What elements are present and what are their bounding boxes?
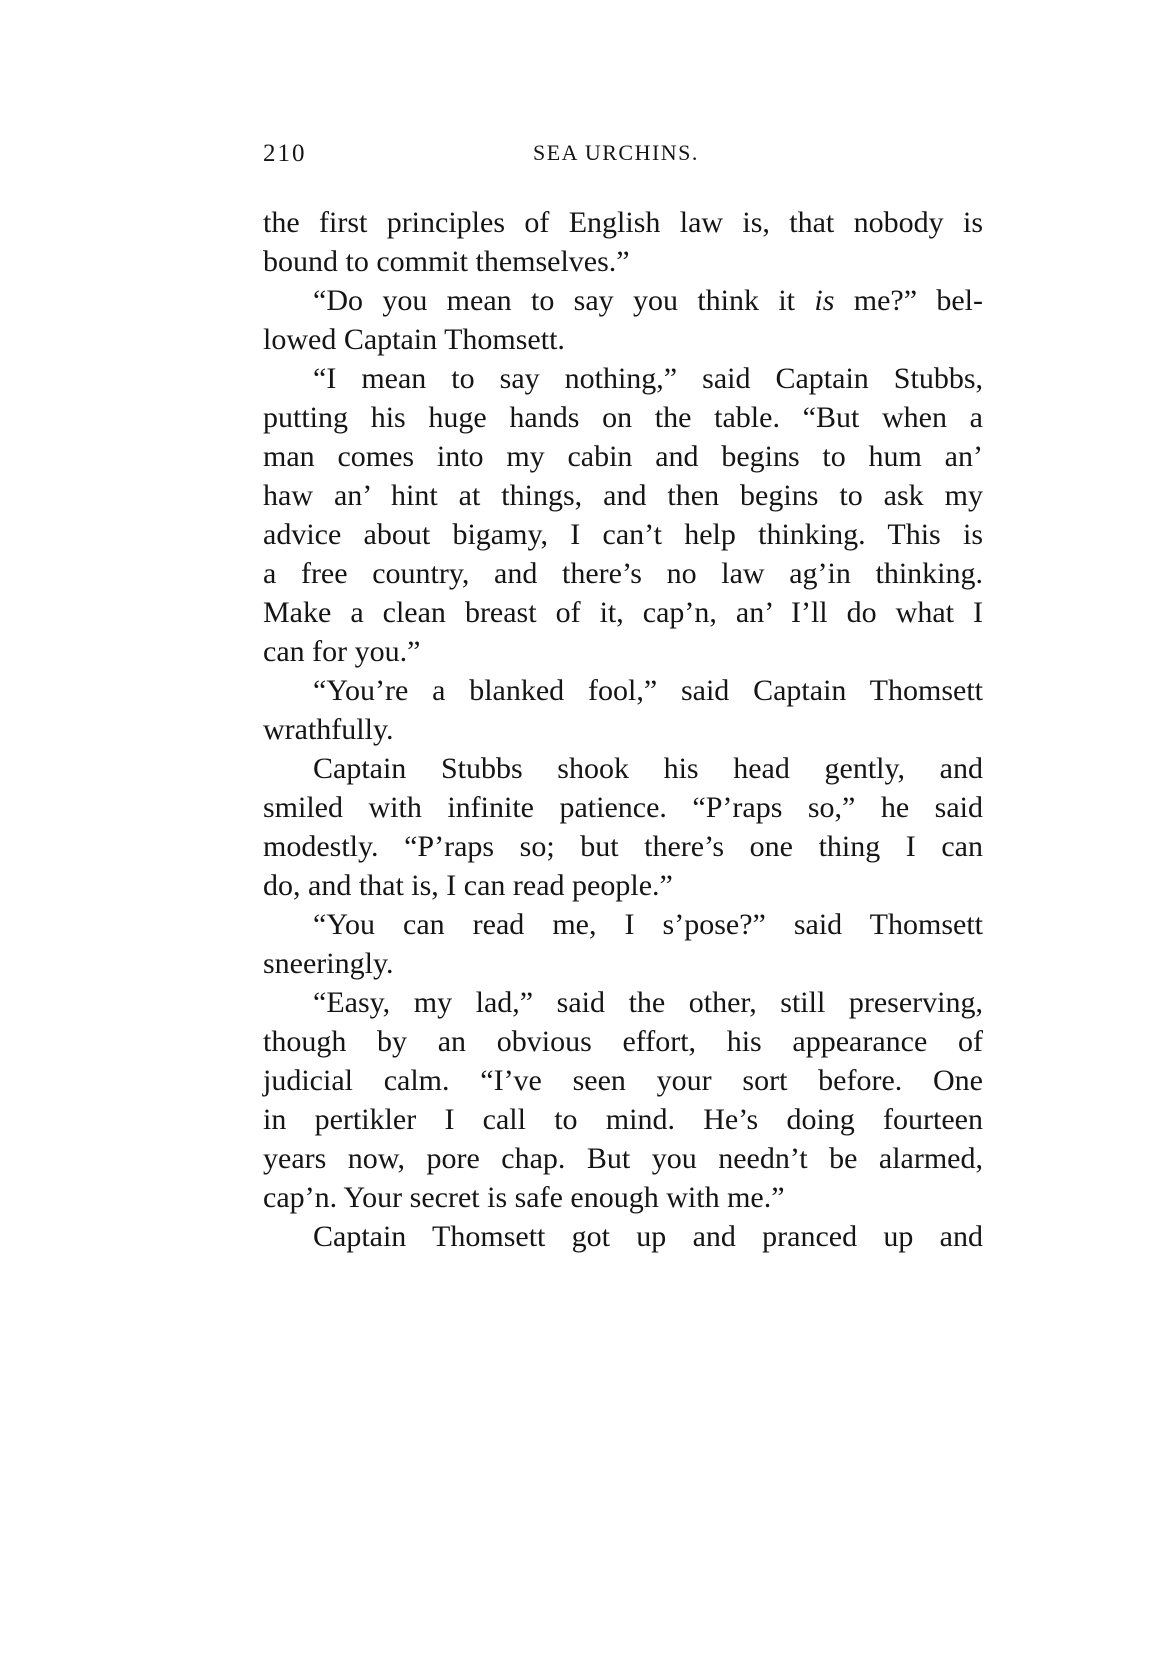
text-line: “You can read me, I s’pose?” said Thomsett xyxy=(313,908,983,941)
text-line: putting his huge hands on the table. “But when a xyxy=(263,401,983,434)
text-line: do, and that is, I can read people.” xyxy=(263,869,673,902)
text-line: cap’n. Your secret is safe enough with me.” xyxy=(263,1181,785,1214)
text-line: a free country, and there’s no law ag’in thinking. xyxy=(263,557,983,590)
text-line: judicial calm. “I’ve seen your sort before. One xyxy=(263,1064,983,1097)
text-line: can for you.” xyxy=(263,635,421,668)
text-line: wrathfully. xyxy=(263,713,394,746)
text-line: smiled with infinite patience. “P’raps so,” he said xyxy=(263,791,983,824)
text-line: advice about bigamy, I can’t help thinking. This is xyxy=(263,518,983,551)
text-segment: me?” bel- xyxy=(834,284,983,317)
text-line: “I mean to say nothing,” said Captain Stubbs, xyxy=(313,362,983,395)
text-line: in pertikler I call to mind. He’s doing fourteen xyxy=(263,1103,983,1136)
text-line: the first principles of English law is, that nobody is xyxy=(263,206,983,239)
text-line: bound to commit themselves.” xyxy=(263,245,630,278)
text-line xyxy=(263,281,983,320)
text-line: Captain Thomsett got up and pranced up and xyxy=(313,1220,983,1253)
text-segment: “Do you mean to say you think it xyxy=(313,284,815,317)
page-header xyxy=(263,140,983,180)
text-line: years now, pore chap. But you needn’t be alarmed, xyxy=(263,1142,983,1175)
italic-emphasis: is xyxy=(814,284,835,317)
body-text xyxy=(263,203,983,1256)
text-line: “Easy, my lad,” said the other, still preserving, xyxy=(313,986,983,1019)
text-line: Captain Stubbs shook his head gently, and xyxy=(313,752,983,785)
text-line: “You’re a blanked fool,” said Captain Thomsett xyxy=(313,674,983,707)
text-line: man comes into my cabin and begins to hum an’ xyxy=(263,440,983,473)
page-number: 210 xyxy=(263,140,307,167)
text-line: though by an obvious effort, his appearance of xyxy=(263,1025,983,1058)
text-line: Make a clean breast of it, cap’n, an’ I’ll do what I xyxy=(263,596,983,629)
text-line: modestly. “P’raps so; but there’s one thing I can xyxy=(263,830,983,863)
text-line: lowed Captain Thomsett. xyxy=(263,323,565,356)
text-line: haw an’ hint at things, and then begins to ask my xyxy=(263,479,983,512)
text-line: sneeringly. xyxy=(263,947,394,980)
running-title: SEA URCHINS. xyxy=(533,140,699,165)
